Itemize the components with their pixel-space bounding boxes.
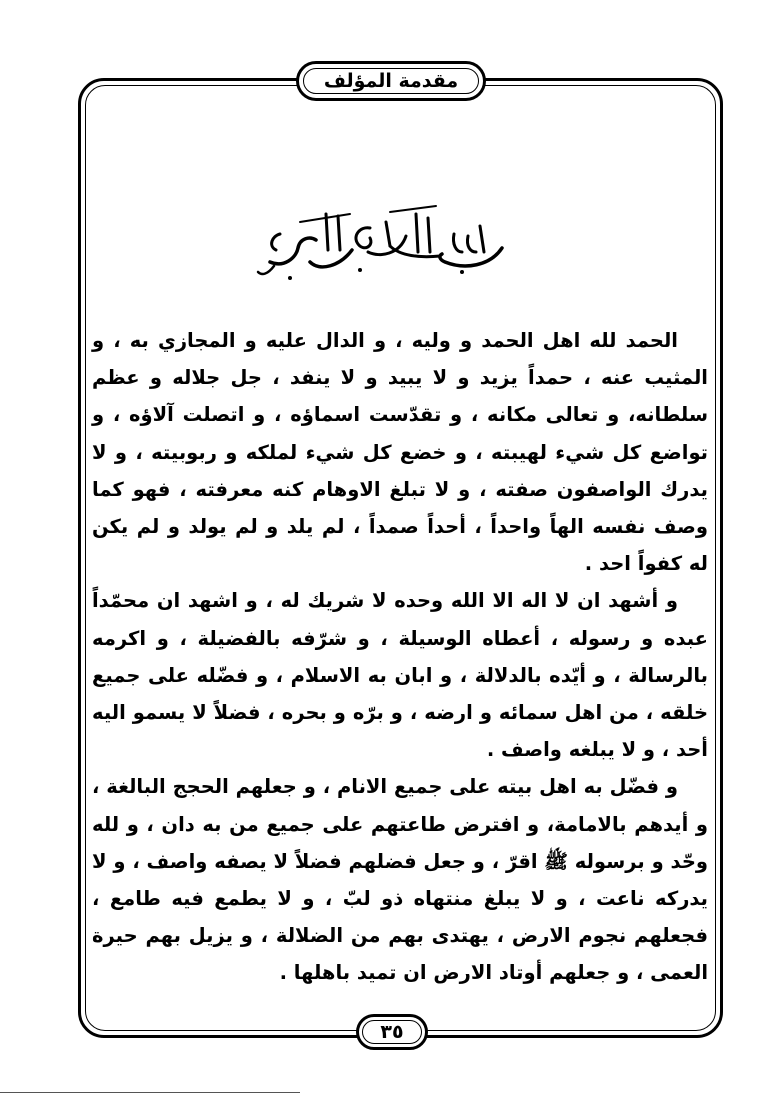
preface-body	[92, 322, 708, 992]
footer-rule	[0, 1092, 300, 1093]
basmala-calligraphy	[240, 196, 520, 286]
section-title-badge	[296, 61, 486, 101]
paragraph-2: و أشهد ان لا اله الا الله وحده لا شريك له ، و اشهد ان محمّداً عبده و رسوله ، أعطاه الوسيلة ، و شرّفه بالفضيلة ، و اكرمه بالرسالة ، و أيّده بالدلالة ، و ابان به الاسلام ، و فضّله على جميع خلقه ، من اهل سمائه و ارضه ، و برّه و بحره ، فضلاً لا يسمو اليه أحد ، و لا يبلغه واصف .	[92, 589, 708, 762]
paragraph-1: الحمد لله اهل الحمد و وليه ، و الدال عليه و المجازي به ، و المثيب عنه ، حمداً يزيد و لا يبيد و لا ينفد ، جل جلاله و عظم سلطانه، و تعالى مكانه ، و تقدّست اسماؤه ، و اتصلت آلاؤه ، و تواضع كل شيء لهيبته ، و خضع كل شيء لملكه و ربوبيته ، و لا يدرك الواصفون صفته ، و لا تبلغ الاوهام كنه معرفته ، فهو كما وصف نفسه الهاً واحداً ، أحداً صمداً ، لم يلد و لم يولد و لم يكن له كفواً احد .	[92, 329, 708, 576]
page-number: ٣٥	[380, 1021, 404, 1043]
section-title: مقدمة المؤلف	[323, 70, 459, 92]
page-number-badge	[356, 1014, 428, 1050]
paragraph-3: و فضّل به اهل بيته على جميع الانام ، و جعلهم الحجج البالغة ، و أيدهم بالامامة، و افترض طاعتهم على جميع من به دان ، و لله وحّد و برسوله ﷺ اقرّ ، و جعل فضلهم فضلاً لا يصفه واصف ، و لا يدركه ناعت ، و لا يبلغ منتهاه ذو لبّ ، و لا يطمع فيه طامع ، فجعلهم نجوم الارض ، يهتدى بهم من الضلالة ، و يزيل بهم حيرة العمى ، و جعلهم أوتاد الارض ان تميد باهلها .	[92, 775, 708, 985]
